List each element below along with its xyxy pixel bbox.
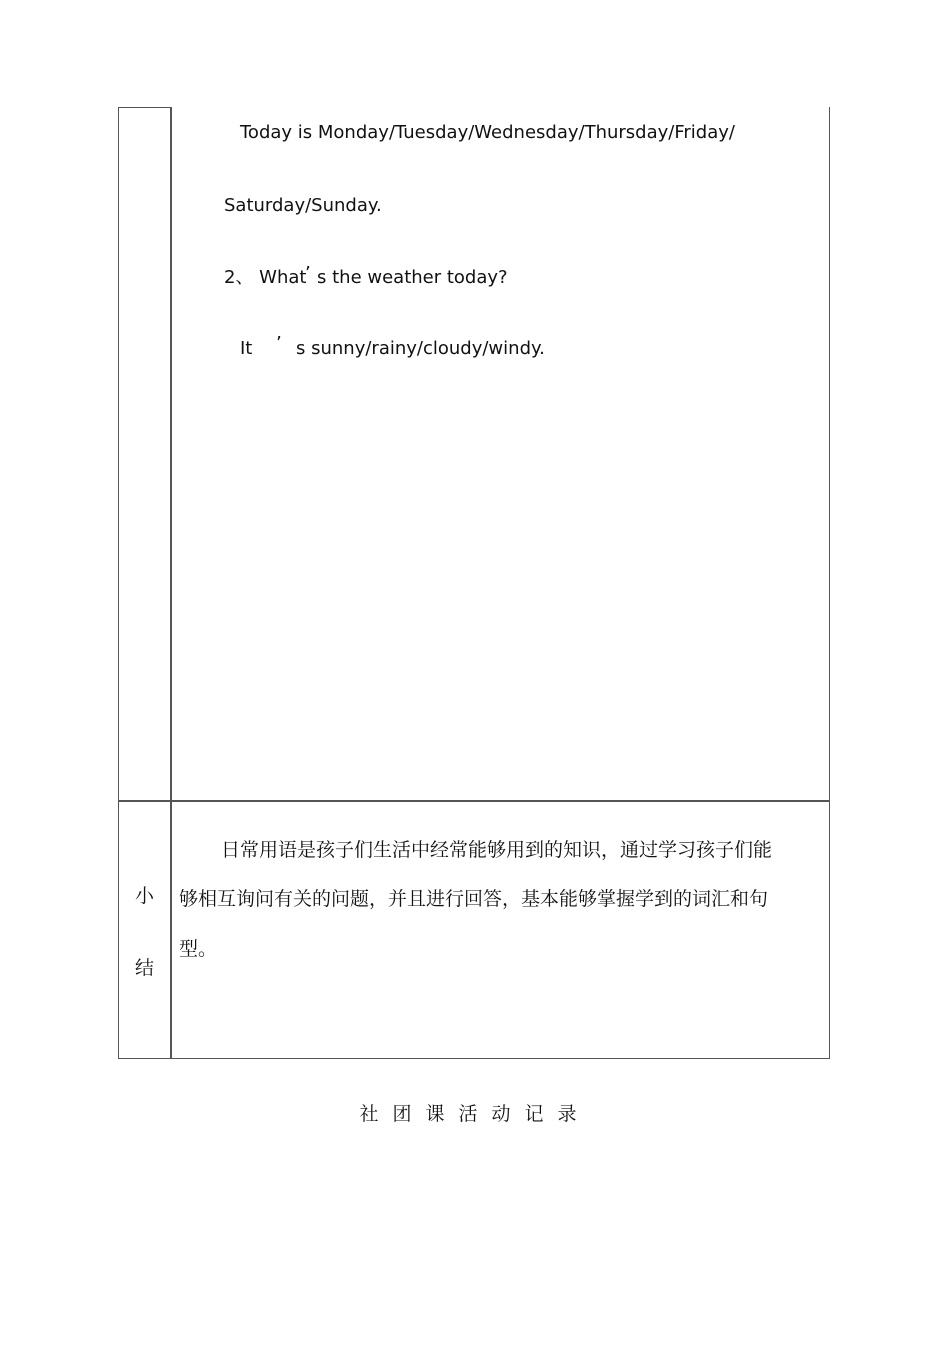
table-row-divider	[118, 800, 830, 802]
summary-label-char-2: 结	[135, 957, 155, 979]
summary-label-char-1: 小	[135, 885, 155, 907]
content-line-weekend: Saturday/Sunday.	[224, 195, 382, 216]
table-left-border	[118, 107, 119, 1059]
page-title: 社团课活动记录	[359, 1103, 591, 1125]
weather-answer-suffix: s sunny/rainy/cloudy/windy.	[296, 338, 545, 359]
table-top-left-border	[118, 107, 171, 108]
weather-question-suffix: s the weather today?	[317, 267, 508, 288]
content-line-days: Today is Monday/Tuesday/Wednesday/Thursday/Friday/	[240, 122, 735, 143]
table-bottom-border	[118, 1058, 830, 1059]
summary-paragraph-line-2: 够相互询问有关的问题，并且进行回答，基本能够掌握学到的词汇和句	[179, 888, 769, 910]
summary-paragraph-line-1: 日常用语是孩子们生活中经常能够用到的知识，通过学习孩子们能	[221, 839, 773, 861]
table-column-divider	[170, 107, 172, 1059]
summary-paragraph-line-3: 型。	[179, 938, 218, 960]
weather-question-apostrophe: ’	[305, 263, 311, 284]
weather-question-prefix: 2、 What	[224, 267, 307, 288]
table-right-border	[829, 107, 830, 1059]
weather-answer-prefix: It	[240, 338, 253, 359]
weather-answer-apostrophe: ’	[276, 333, 282, 354]
